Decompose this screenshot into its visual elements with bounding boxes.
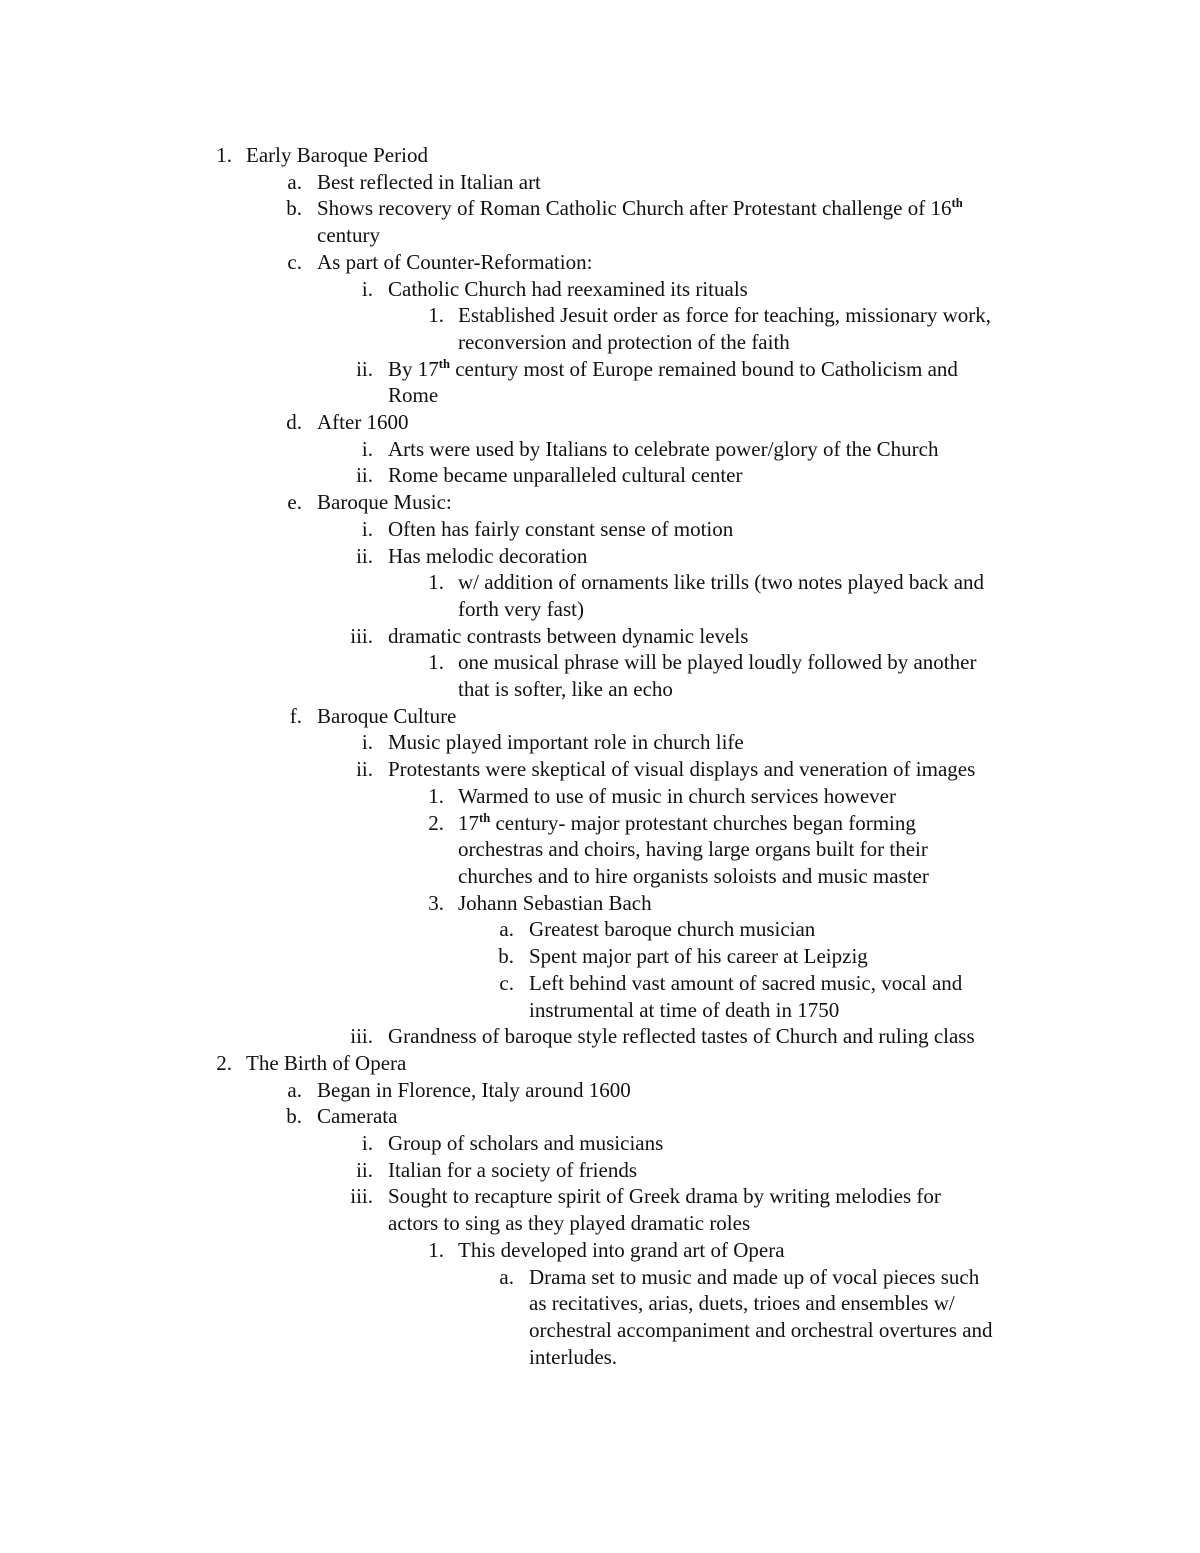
- list-marker: a.: [499, 1264, 514, 1289]
- outline-text-line: actors to sing as they played dramatic roles: [388, 1211, 751, 1236]
- list-marker: i.: [361, 516, 373, 541]
- outline-text-line: instrumental at time of death in 1750: [529, 997, 840, 1022]
- list-marker: e.: [287, 490, 302, 515]
- outline-text-line: Rome became unparalleled cultural center: [388, 463, 743, 488]
- list-marker: 2.: [216, 1050, 232, 1075]
- outline-item: [0, 516, 1200, 543]
- list-marker: 1.: [428, 303, 444, 328]
- outline-item: [0, 729, 1200, 756]
- outline-item: [0, 462, 1200, 489]
- list-marker: ii.: [356, 757, 373, 782]
- outline-text-line: Established Jesuit order as force for teaching, missionary work,: [458, 303, 992, 328]
- outline-item: [0, 623, 1200, 650]
- list-marker: 1.: [428, 650, 444, 675]
- list-marker: i.: [361, 276, 373, 301]
- outline-text-line: Spent major part of his career at Leipzig: [529, 944, 868, 969]
- list-marker: f.: [289, 703, 302, 728]
- outline-item: [0, 943, 1200, 970]
- outline-item: [0, 302, 1200, 355]
- outline-item: [0, 489, 1200, 516]
- outline-item: [0, 1050, 1200, 1077]
- list-marker: c.: [499, 970, 514, 995]
- outline-item: [0, 543, 1200, 570]
- outline-item: [0, 195, 1200, 248]
- outline-item: [0, 1237, 1200, 1264]
- outline-text-line: As part of Counter-Reformation:: [317, 249, 593, 274]
- outline-text-line: Has melodic decoration: [388, 543, 588, 568]
- list-marker: i.: [361, 1131, 373, 1156]
- list-marker: iii.: [350, 1184, 373, 1209]
- outline-text-line: 17th century- major protestant churches began forming: [458, 810, 916, 835]
- list-marker: iii.: [350, 1024, 373, 1049]
- list-marker: 1.: [428, 783, 444, 808]
- list-marker: 1.: [428, 1237, 444, 1262]
- list-marker: c.: [287, 249, 302, 274]
- list-marker: ii.: [356, 1157, 373, 1182]
- outline-text-line: reconversion and protection of the faith: [458, 329, 790, 354]
- outline-text-line: Best reflected in Italian art: [317, 169, 541, 194]
- outline-text-line: as recitatives, arias, duets, trioes and ensembles w/: [529, 1291, 955, 1316]
- ordinal-superscript: th: [479, 810, 491, 825]
- outline-item: [0, 756, 1200, 783]
- list-marker: ii.: [356, 463, 373, 488]
- outline-item: [0, 810, 1200, 890]
- outline-text-line: Johann Sebastian Bach: [458, 890, 652, 915]
- outline-text-line: dramatic contrasts between dynamic levels: [388, 623, 749, 648]
- list-marker: 1.: [216, 143, 232, 167]
- outline-item: [0, 783, 1200, 810]
- outline-text-line: Baroque Culture: [317, 703, 457, 728]
- list-marker: 1.: [428, 570, 444, 595]
- outline-text-line: Protestants were skeptical of visual displays and veneration of images: [388, 757, 976, 782]
- outline-text-line: Began in Florence, Italy around 1600: [317, 1077, 631, 1102]
- list-marker: ii.: [356, 356, 373, 381]
- outline-text-line: Shows recovery of Roman Catholic Church after Protestant challenge of 16th: [317, 196, 963, 221]
- outline-item: [0, 1077, 1200, 1104]
- list-marker: 2.: [428, 810, 444, 835]
- outline-text-line: By 17th century most of Europe remained bound to Catholicism and: [388, 356, 958, 381]
- outline-item: [0, 916, 1200, 943]
- outline-item: [0, 436, 1200, 463]
- outline-item: [0, 703, 1200, 730]
- outline-text-line: Grandness of baroque style reflected tastes of Church and ruling class: [388, 1024, 975, 1049]
- list-marker: 3.: [428, 890, 444, 915]
- outline-text-line: Sought to recapture spirit of Greek drama by writing melodies for: [388, 1184, 941, 1209]
- outline-text-line: w/ addition of ornaments like trills (two notes played back and: [458, 570, 985, 595]
- outline-text-line: orchestral accompaniment and orchestral overtures and: [529, 1317, 993, 1342]
- outline-item: [0, 142, 1200, 169]
- outline-text-line: The Birth of Opera: [246, 1050, 407, 1075]
- outline-text-line: After 1600: [317, 410, 409, 435]
- outline-item: [0, 1183, 1200, 1236]
- outline-text-line: Catholic Church had reexamined its rituals: [388, 276, 748, 301]
- ordinal-superscript: th: [951, 196, 963, 211]
- list-marker: ii.: [356, 543, 373, 568]
- outline-text-line: Group of scholars and musicians: [388, 1131, 664, 1156]
- outline-text-line: orchestras and choirs, having large organs built for their: [458, 837, 928, 862]
- outline-text-line: Greatest baroque church musician: [529, 917, 816, 942]
- list-marker: iii.: [350, 623, 373, 648]
- ordinal-superscript: th: [438, 356, 450, 371]
- list-marker: a.: [499, 917, 514, 942]
- list-marker: b.: [286, 196, 302, 221]
- outline-item: [0, 409, 1200, 436]
- outline-item: [0, 1130, 1200, 1157]
- outline-item: [0, 970, 1200, 1023]
- outline-text-line: Baroque Music:: [317, 490, 452, 515]
- outline-text-line: one musical phrase will be played loudly followed by another: [458, 650, 977, 675]
- outline-item: [0, 890, 1200, 917]
- outline-text-line: Left behind vast amount of sacred music, vocal and: [529, 970, 963, 995]
- outline-text-line: Arts were used by Italians to celebrate power/glory of the Church: [388, 436, 939, 461]
- document-outline: [0, 142, 1200, 1370]
- list-marker: a.: [287, 169, 302, 194]
- outline-text-line: century: [317, 223, 380, 248]
- outline-item: [0, 169, 1200, 196]
- outline-item: [0, 1103, 1200, 1130]
- outline-text-line: interludes.: [529, 1344, 618, 1369]
- outline-item: [0, 1157, 1200, 1184]
- outline-item: [0, 276, 1200, 303]
- outline-item: [0, 249, 1200, 276]
- outline-item: [0, 356, 1200, 409]
- outline-text-line: Music played important role in church life: [388, 730, 744, 755]
- outline-text-line: that is softer, like an echo: [458, 677, 673, 702]
- list-marker: a.: [287, 1077, 302, 1102]
- outline-item: [0, 569, 1200, 622]
- list-marker: b.: [498, 944, 514, 969]
- outline-text-line: Drama set to music and made up of vocal pieces such: [529, 1264, 980, 1289]
- outline-text-line: Warmed to use of music in church services however: [458, 783, 896, 808]
- outline-text-line: Rome: [388, 383, 439, 408]
- outline-text-line: This developed into grand art of Opera: [458, 1237, 785, 1262]
- outline-text-line: Camerata: [317, 1104, 398, 1129]
- list-marker: i.: [361, 730, 373, 755]
- outline-text-line: Italian for a society of friends: [388, 1157, 637, 1182]
- outline-text-line: churches and to hire organists soloists and music master: [458, 863, 929, 888]
- list-marker: d.: [286, 410, 302, 435]
- outline-text-line: Early Baroque Period: [246, 143, 428, 167]
- outline-item: [0, 1264, 1200, 1371]
- outline-text-line: Often has fairly constant sense of motion: [388, 516, 734, 541]
- list-marker: b.: [286, 1104, 302, 1129]
- outline-item: [0, 649, 1200, 702]
- outline-item: [0, 1023, 1200, 1050]
- outline-text-line: forth very fast): [458, 596, 584, 621]
- list-marker: i.: [361, 436, 373, 461]
